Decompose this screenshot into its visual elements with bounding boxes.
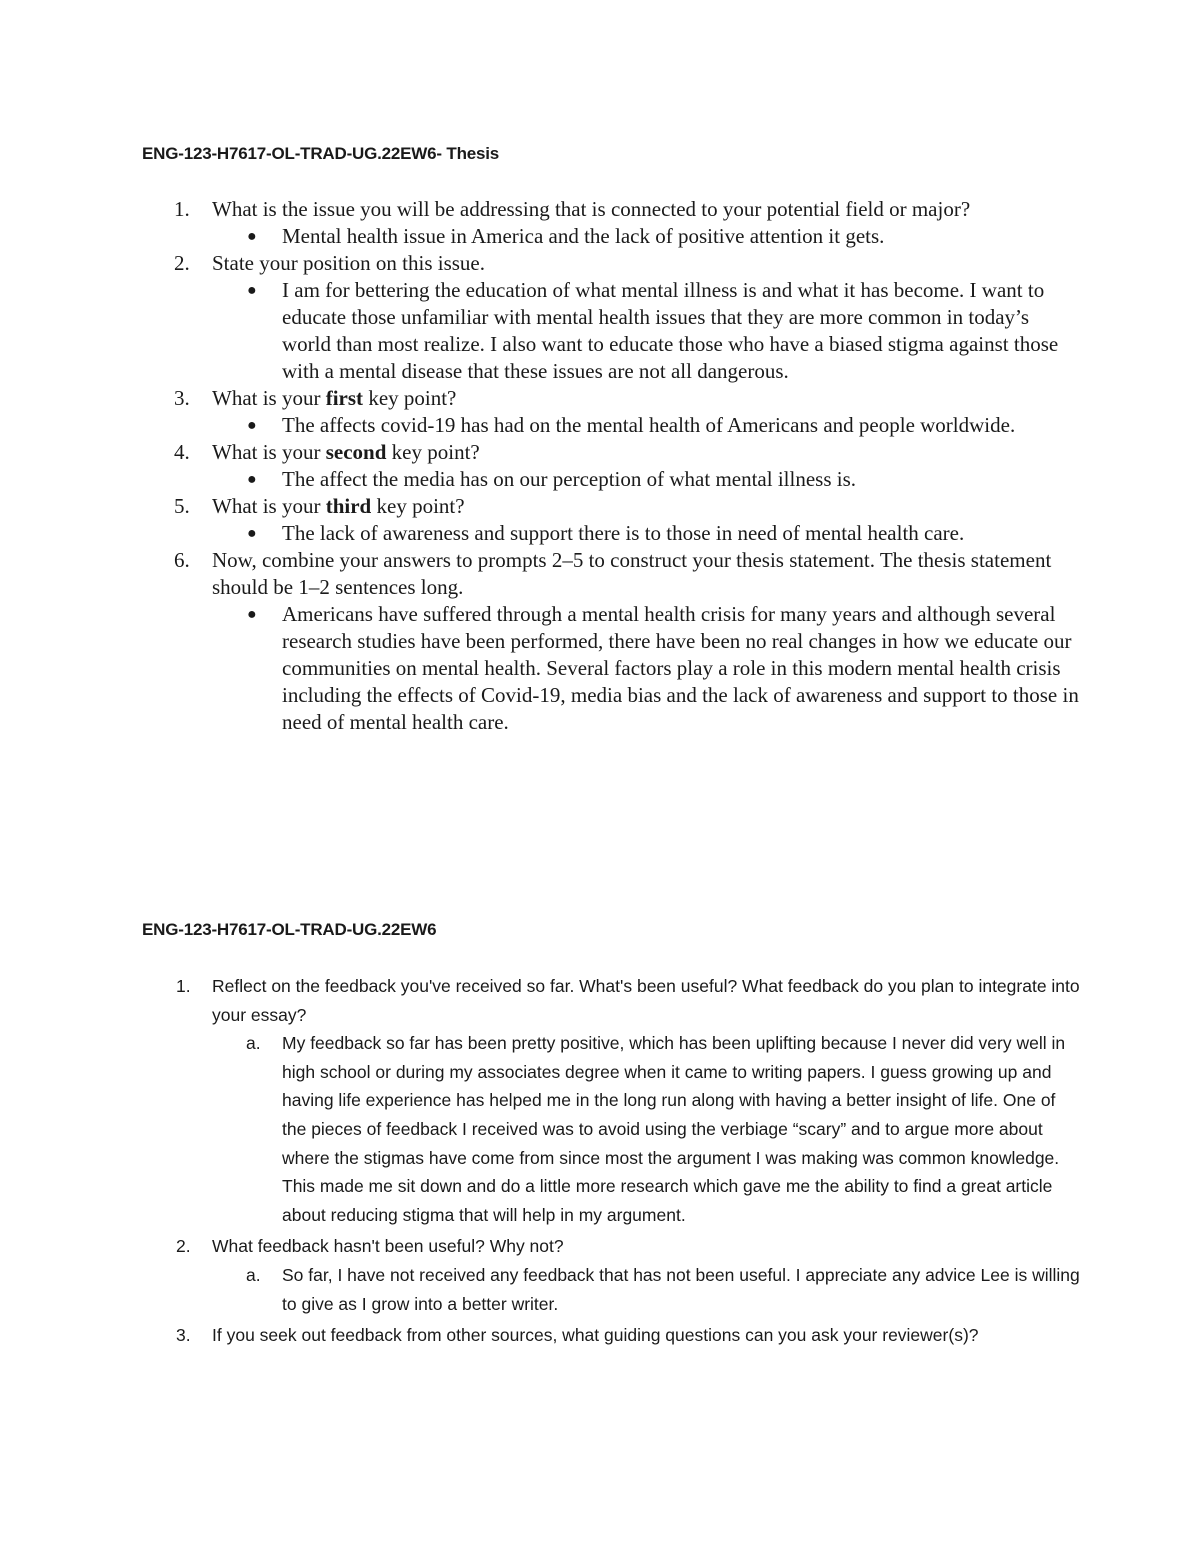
section-title: ENG-123-H7617-OL-TRAD-UG.22EW6	[142, 920, 437, 939]
answer-text: The affects covid-19 has had on the mental health of Americans and people worldwide.	[282, 413, 1016, 437]
question-number: 5.	[174, 494, 190, 518]
question-item	[142, 1321, 1082, 1350]
question-item	[142, 493, 1082, 520]
question-number: 2.	[174, 251, 190, 275]
question-number: 3.	[176, 1325, 191, 1346]
answer-item	[142, 1029, 1082, 1229]
answer-item	[142, 601, 1082, 736]
answer-item	[142, 1261, 1082, 1318]
question-item	[142, 196, 1082, 223]
answer-text: I am for bettering the education of what mental illness is and what it has become. I want to educate those unfamiliar with mental health issues that they are more common in today’s world than most realize. I also want to educate those who have a biased stigma against those with a mental disease that these issues are not all dangerous.	[282, 278, 1059, 383]
question-item	[142, 439, 1082, 466]
question-text-after: key point?	[363, 386, 457, 410]
bullet-icon: ●	[247, 606, 257, 623]
question-number: 1.	[176, 976, 191, 996]
answer-text: The lack of awareness and support there is to those in need of mental health care.	[282, 521, 965, 545]
question-item	[142, 1232, 1082, 1261]
question-text-emphasis: first	[325, 386, 364, 410]
answer-item	[142, 223, 1082, 250]
question-text: What feedback hasn't been useful? Why not?	[212, 1236, 564, 1257]
question-text: State your position on this issue.	[212, 251, 485, 275]
question-text-emphasis: third	[325, 494, 372, 518]
answer-item	[142, 277, 1082, 385]
question-item	[142, 385, 1082, 412]
bullet-icon: ●	[247, 417, 257, 434]
answer-text: Americans have suffered through a mental health crisis for many years and although several research studies have been performed, there have been no real changes in how we educate our communities on mental health. Several factors play a role in this modern mental health crisis including the effects of Covid-19, media bias and the lack of awareness and support to those in need of mental health care.	[282, 602, 1079, 734]
question-item	[142, 972, 1082, 1029]
question-text-after: key point?	[371, 494, 465, 518]
thesis-question-list	[142, 196, 1082, 736]
question-text: Reflect on the feedback you've received so far. What's been useful? What feedback do you plan to integrate into your essay?	[212, 976, 1080, 1025]
answer-item	[142, 412, 1082, 439]
question-text-before: What is your	[212, 494, 326, 518]
bullet-icon: ●	[247, 525, 257, 542]
question-number: 1.	[174, 197, 190, 221]
question-number: 4.	[174, 440, 190, 464]
bullet-icon: ●	[247, 282, 257, 299]
answer-marker: a.	[246, 1264, 261, 1285]
answer-item	[142, 520, 1082, 547]
answer-text: Mental health issue in America and the lack of positive attention it gets.	[282, 224, 885, 248]
answer-text: So far, I have not received any feedback that has not been useful. I appreciate any advice Lee is willing to give as I grow into a better writer.	[282, 1264, 1080, 1314]
question-number: 3.	[174, 386, 190, 410]
question-number: 2.	[176, 1236, 191, 1257]
question-number: 6.	[174, 548, 190, 572]
thesis-section	[142, 144, 1082, 736]
answer-text: The affect the media has on our perception of what mental illness is.	[282, 467, 857, 491]
question-text-emphasis: second	[325, 440, 387, 464]
question-item	[142, 547, 1082, 601]
answer-marker: a.	[246, 1033, 261, 1054]
question-item	[142, 250, 1082, 277]
question-text-before: What is your	[212, 440, 326, 464]
question-text-before: What is your	[212, 386, 326, 410]
question-text: If you seek out feedback from other sources, what guiding questions can you ask your reviewer(s)?	[212, 1325, 979, 1346]
bullet-icon: ●	[247, 228, 257, 245]
answer-item	[142, 466, 1082, 493]
question-text: What is the issue you will be addressing that is connected to your potential field or major?	[212, 197, 971, 221]
feedback-section	[142, 920, 1082, 1350]
answer-text: My feedback so far has been pretty positive, which has been uplifting because I never did very well in high school or during my associates degree when it came to writing papers. I guess growing up and having life experience has helped me in the long run along with having a better insight of life. One of the pieces of feedback I received was to avoid using the verbiage “scary” and to argue more about where the stigmas have come from since most the argument I was making was common knowledge. This made me sit down and do a little more research which gave me the ability to find a great article about reducing stigma that will help in my argument.	[282, 1033, 1066, 1225]
feedback-question-list	[142, 972, 1082, 1350]
question-text-after: key point?	[386, 440, 480, 464]
question-text: Now, combine your answers to prompts 2–5 to construct your thesis statement. The thesis statement should be 1–2 sentences long.	[212, 548, 1052, 599]
section-title: ENG-123-H7617-OL-TRAD-UG.22EW6- Thesis	[142, 144, 500, 163]
bullet-icon: ●	[247, 471, 257, 488]
